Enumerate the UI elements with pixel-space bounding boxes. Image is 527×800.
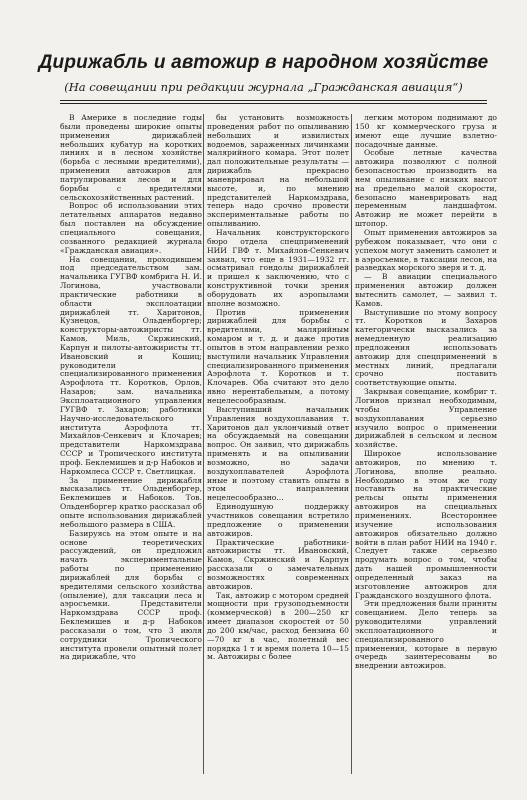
article-subtitle: (На совещании при редакции журнала „Гражданская авиация“) (64, 80, 463, 94)
text-column-1 (60, 114, 202, 776)
column-divider (203, 114, 204, 774)
paragraph: Выступивший начальник Управления воздухоплавания т. Харитонов дал уклончивый ответ на обсуждаемый на совещании вопрос. Он заявил, что дирижабль применять и на опыливании возможно, но задачи воздухоплавателей Аэрофлота иные и поэтому ставить опыты в этом направлении нецелесообразно... (207, 404, 349, 503)
text-column-3 (355, 114, 497, 776)
header-rule-thin (60, 103, 487, 104)
paragraph: Единодушную поддержку участников совещания встретило предложение о применении автожиров. (207, 502, 349, 538)
paragraph: За применение дирижабля высказались тт. Ольденборгер, Беклемишев и Набоков. Тов. Ольденборгер кратко рассказал об опыте использования дирижаблей небольшого размера в США. (60, 475, 202, 529)
paragraph: — В авиации специального применения автожир должен вытеснить самолет, — заявил т. Камов. (355, 272, 497, 308)
paragraph: Широкое использование автожиров, по мнению т. Логинова, вполне реально. Необходимо в этом же году поставить на практические рельсы опыты применения автожиров на специальных применениях. Всестороннее изучение использования автожиров обязательно должно войти в план работ НИИ на 1940 г. Следует также серьезно продумать вопрос о том, чтобы дать нашей промышленности определенный заказ на изготовление автожиров для Гражданского воздушного флота. (355, 449, 497, 600)
paragraph: В Америке в последние годы были проведены широкие опыты применения дирижаблей небольших кубатур на коротких линиях и в лесном хозяйстве (борьба с лесными вредителями), применения автожиров для патрулирования лесов и для борьбы с вредителями сельскохозяйственных растений. (60, 114, 202, 202)
paragraph: Против применения дирижаблей для борьбы с вредителями, малярийным комаром и т. д. и даже против опытов в этом направлении резко выступили начальник Управления специализированного применения Аэрофлота т. Коротков и т. Клочарев. Оба считают это дело явно нерентабельным, а потому нецелесообразным. (207, 307, 349, 405)
paragraph: Так, автожир с мотором средней мощности при грузоподъемности (коммерческой) в 200—250 кг имеет диапазон скоростей от 50 до 200 км/час, расход бензина 60—70 кг в час, полетный вес порядка 1 т и время полета 10—15 м. Автожиры с более (207, 590, 349, 662)
paragraph: Вопрос об использовании этих летательных аппаратов недавно был поставлен на обсуждение специального совещания, созванного редакцией журнала «Гражданская авиация». (60, 201, 202, 255)
paragraph: Выступившие по этому вопросу тт. Коротков и Захаров категорически высказались за немедленную реализацию предложения использовать автожир для спецприменений в местных линий, предлагали срочно поставить соответствующие опыты. (355, 307, 497, 388)
article-title: Дирижабль и автожир в народном хозяйстве (38, 52, 489, 73)
column-divider (351, 114, 352, 774)
header-rule (60, 100, 487, 101)
paragraph: Закрывая совещание, комбриг т. Логинов признал необходимым, чтобы Управление воздухоплавания серьезно изучило вопрос о применении дирижаблей в сельском и лесном хозяйстве. (355, 387, 497, 450)
paragraph: легким мотором поднимают до 150 кг коммерческого груза и имеют еще лучшие взлетно-посадочные данные. (355, 114, 497, 149)
paragraph: Базируясь на этом опыте и на основе теоретических рассуждений, он предложил начать экспериментальные работы по применению дирижаблей для борьбы с вредителями сельского хозяйства (опыление), для таксации леса и аэросъемки. Представители Наркомздрава СССР проф. Беклемишев и д-р Набоков рассказали о том, что 3 июля сотрудники Тропического института провели опытный полет на дирижабле, что (60, 528, 202, 662)
paragraph: Особые летные качества автожира позволяют с полной безопасностью производить на нем опыливание с низких высот на предельно малой скорости, безопасно маневрировать над переменным ландшафтом. Автожир не может перейти в штопор. (355, 148, 497, 229)
paragraph: Начальник конструкторского бюро отдела спецприменений НИИ ГВФ т. Михайлов-Сенкевич заявил, что еще в 1931—1932 гг. осматривал гондолы дирижаблей и пришел к заключению, что с конструктивной точки зрения оборудовать их аэропылами вполне возможно. (207, 227, 349, 308)
paragraph: Эти предложения были приняты совещанием. Дело теперь за руководителями управлений эксплоатационного и специализированного применения, которые в первую очередь заинтересованы во внедрении автожиров. (355, 599, 497, 671)
paragraph: Практические работники-автожиристы тт. Ивановский, Камов, Скржинский и Карпун рассказали о замечательных возможностях современных автожиров. (207, 537, 349, 591)
text-column-2 (207, 114, 349, 776)
paragraph: На совещании, проходившем под председательством зам. начальника ГУГВФ комбрига Н. И. Логинова, участвовали практические работники в области эксплоатации дирижаблей тт. Харитонов, Кузнецов, Ольденборгер; конструкторы-автожиристы тт. Камов, Миль, Скржинский, Карпун и пилоты-автожиристы тт. Ивановский и Кошиц; руководители специализированного применения Аэрофлота тт. Коротков, Орлов, Назаров; зам. начальника Эксплоатационного управления ГУГВФ т. Захаров; работники Научно-исследовательского института Аэрофлота тт. Михайлов-Сенкевич и Клочарев; представители Наркомздрава СССР и Тропического института проф. Беклемишев и д-р Набоков и Наркомлеса СССР т. Светлицкая. (60, 254, 202, 476)
paragraph: бы установить возможность проведения работ по опыливанию небольших и извилистых водоемов, зараженных личинками малярийного комара. Этот полет дал положительные результаты — дирижабль прекрасно маневрировал на небольшой высоте, и, по мнению представителей Наркомздрава, теперь надо срочно провести экспериментальные работы по опыливанию. (207, 114, 349, 229)
paragraph: Опыт применения автожиров за рубежом показывает, что они с успехом могут заменить самолет и в аэросъемке, в таксации лесов, на разведках морского зверя и т. д. (355, 227, 497, 273)
